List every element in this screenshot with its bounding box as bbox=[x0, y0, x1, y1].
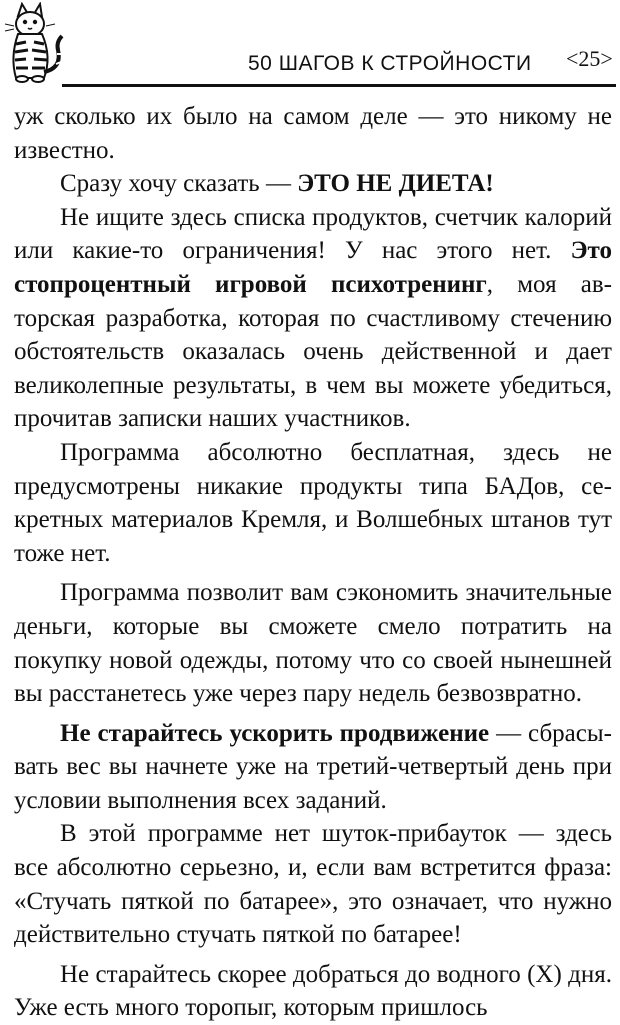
paragraph-1 bbox=[14, 100, 612, 167]
bold-phrase: Это стопроцентный игровой психотренинг bbox=[14, 237, 612, 298]
paragraph-5 bbox=[14, 576, 612, 710]
running-title: 50 ШАГОВ К СТРОЙНОСТИ bbox=[248, 52, 532, 75]
paragraph-text: Не старайтесь скорее добраться до водного (Х) дня. Уже есть много торопыг, которым пришлось bbox=[14, 960, 612, 1022]
paragraph-text: В этой программе нет шуток-прибауток — здесь все абсолютно серьезно, и, если вам встретится фраза: «Стучать пяткой по батарее», это означает, что нужно действительно стучать пяткой по батарее! bbox=[14, 820, 612, 949]
bold-phrase: Не старайтесь ускорить продвижение bbox=[60, 719, 490, 747]
paragraph-3 bbox=[14, 201, 612, 436]
paragraph-text: уж сколько их было на самом деле — это никому не известно. bbox=[14, 103, 612, 164]
paragraph-text: , моя авторская разработка, которая по счастливому стечению обстоятельств оказалась очень действенной и дает великолепные результаты, в чем вы можете убедиться, прочитав записки наших участников. bbox=[14, 270, 612, 433]
body-text bbox=[14, 100, 612, 1025]
paragraph-2 bbox=[14, 167, 612, 201]
paragraph-text: Сразу хочу сказать — bbox=[60, 170, 298, 198]
striped-cat-icon bbox=[4, 2, 66, 84]
paragraph-text: — сбрасывать вес вы начнете уже на третий-четвертый день при условии выполнения всех заданий. bbox=[14, 719, 612, 814]
paragraph-text: Программа абсолютно бесплатная, здесь не предусмотрены никакие продукты типа БАДов, секретных материалов Кремля, и Волшебных штанов тут тоже нет. bbox=[14, 438, 612, 567]
header-rule bbox=[62, 84, 616, 87]
page-number: <25> bbox=[566, 46, 613, 71]
bold-phrase: ЭТО НЕ ДИЕТА! bbox=[297, 170, 494, 198]
paragraph-text: Программа позволит вам сэкономить значительные деньги, которые вы сможете смело потратить на покупку новой одежды, потому что со своей нынешней вы расстанетесь уже через пару недель безвозвратно. bbox=[14, 579, 612, 708]
paragraph-text: Не ищите здесь списка продуктов, счетчик калорий или какие-то ограничения! У нас этого нет. bbox=[14, 203, 612, 265]
paragraph-8 bbox=[14, 958, 612, 1025]
paragraph-7 bbox=[14, 817, 612, 951]
paragraph-4 bbox=[14, 436, 612, 570]
paragraph-6 bbox=[14, 717, 612, 818]
